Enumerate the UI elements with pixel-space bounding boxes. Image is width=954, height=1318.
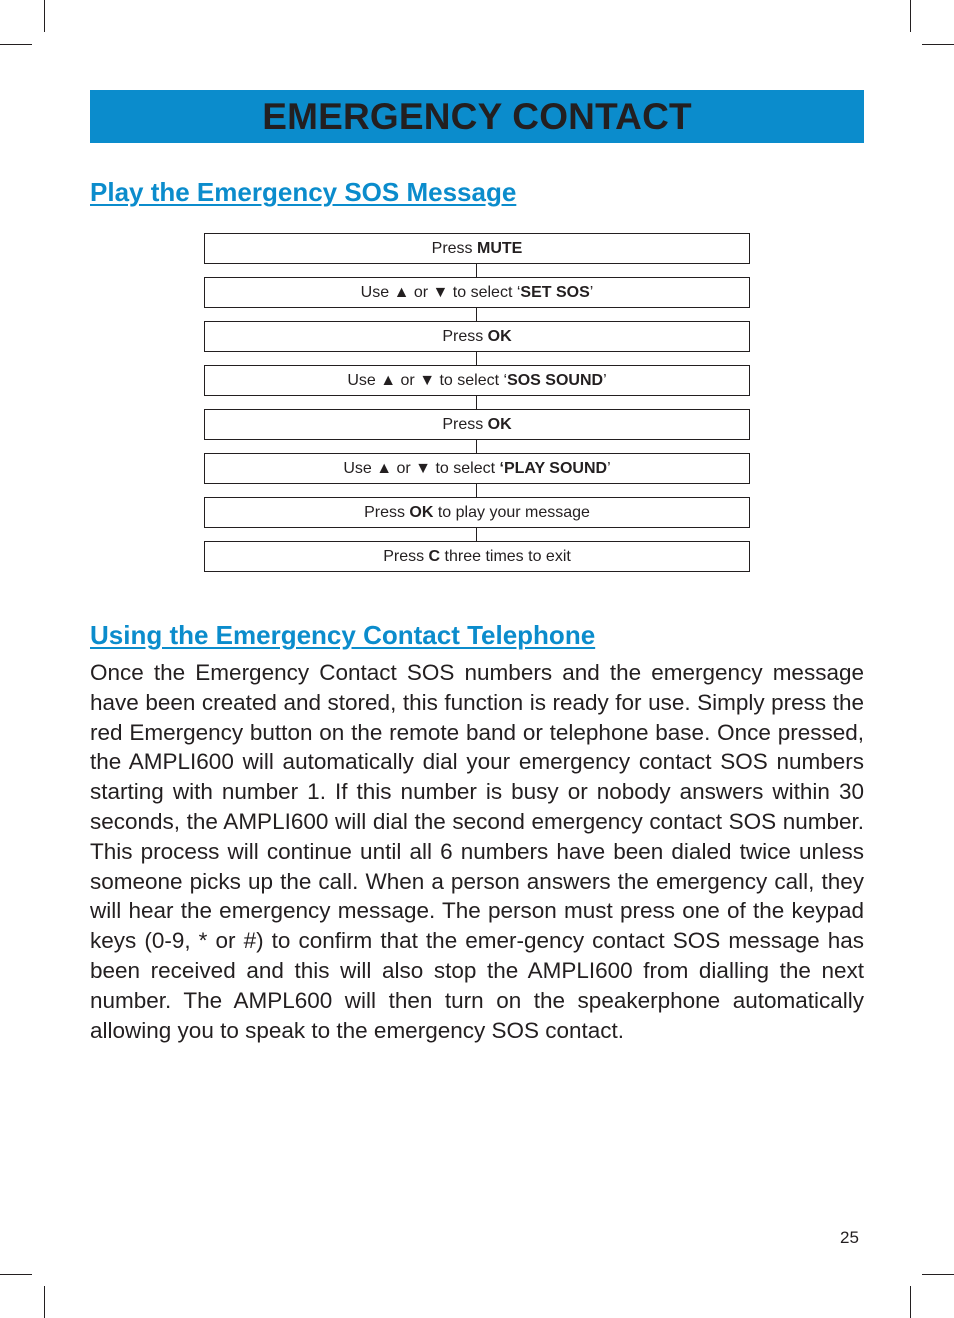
step-connector (476, 440, 477, 453)
step-box: Press OK (204, 409, 750, 440)
section-title-using-telephone: Using the Emergency Contact Telephone (90, 620, 596, 650)
step-connector (476, 528, 477, 541)
step-box: Use ▲ or ▼ to select ‘PLAY SOUND’ (204, 453, 750, 484)
crop-mark (910, 1286, 911, 1318)
body-paragraph: Once the Emergency Contact SOS numbers and the emergency message have been created and stored, this function is ready for use. Simply press the red Emergency button on the remote band or telephone base. Once pressed, the AMPLI600 will automatically dial your emergency contact SOS numbers starting with number 1. If this number is busy or nobody answers within 30 seconds, the AMPLI600 will dial the second emergency contact SOS number. This process will continue until all 6 numbers have been dialed twice unless someone picks up the call. When a person answers the emergency call, they will hear the emergency message. The person must press one of the keypad keys (0-9, * or #) to confirm that the emer-gency contact SOS message has been received and this will also stop the AMPLI600 from dialling the next number. The AMPL600 will then turn on the speakerphone automatically allowing you to speak to the emergency SOS contact. (90, 660, 864, 1043)
step-connector (476, 308, 477, 321)
step-box: Press MUTE (204, 233, 750, 264)
crop-mark (0, 44, 32, 45)
step-connector (476, 396, 477, 409)
step-box: Use ▲ or ▼ to select ‘SOS SOUND’ (204, 365, 750, 396)
page-number: 25 (840, 1228, 859, 1247)
step-connector (476, 264, 477, 277)
step-box: Press OK to play your message (204, 497, 750, 528)
step-box: Press OK (204, 321, 750, 352)
step-box: Press C three times to exit (204, 541, 750, 572)
step-connector (476, 484, 477, 497)
crop-mark (922, 1274, 954, 1275)
step-connector (476, 352, 477, 365)
crop-mark (0, 1274, 32, 1275)
step-box: Use ▲ or ▼ to select ‘SET SOS’ (204, 277, 750, 308)
crop-mark (910, 0, 911, 32)
steps-flowchart (204, 233, 750, 572)
page-title: EMERGENCY CONTACT (262, 96, 692, 137)
page-title-banner (90, 90, 864, 143)
crop-mark (44, 0, 45, 32)
crop-mark (44, 1286, 45, 1318)
section-title-play-sos: Play the Emergency SOS Message (90, 177, 517, 207)
crop-mark (922, 44, 954, 45)
